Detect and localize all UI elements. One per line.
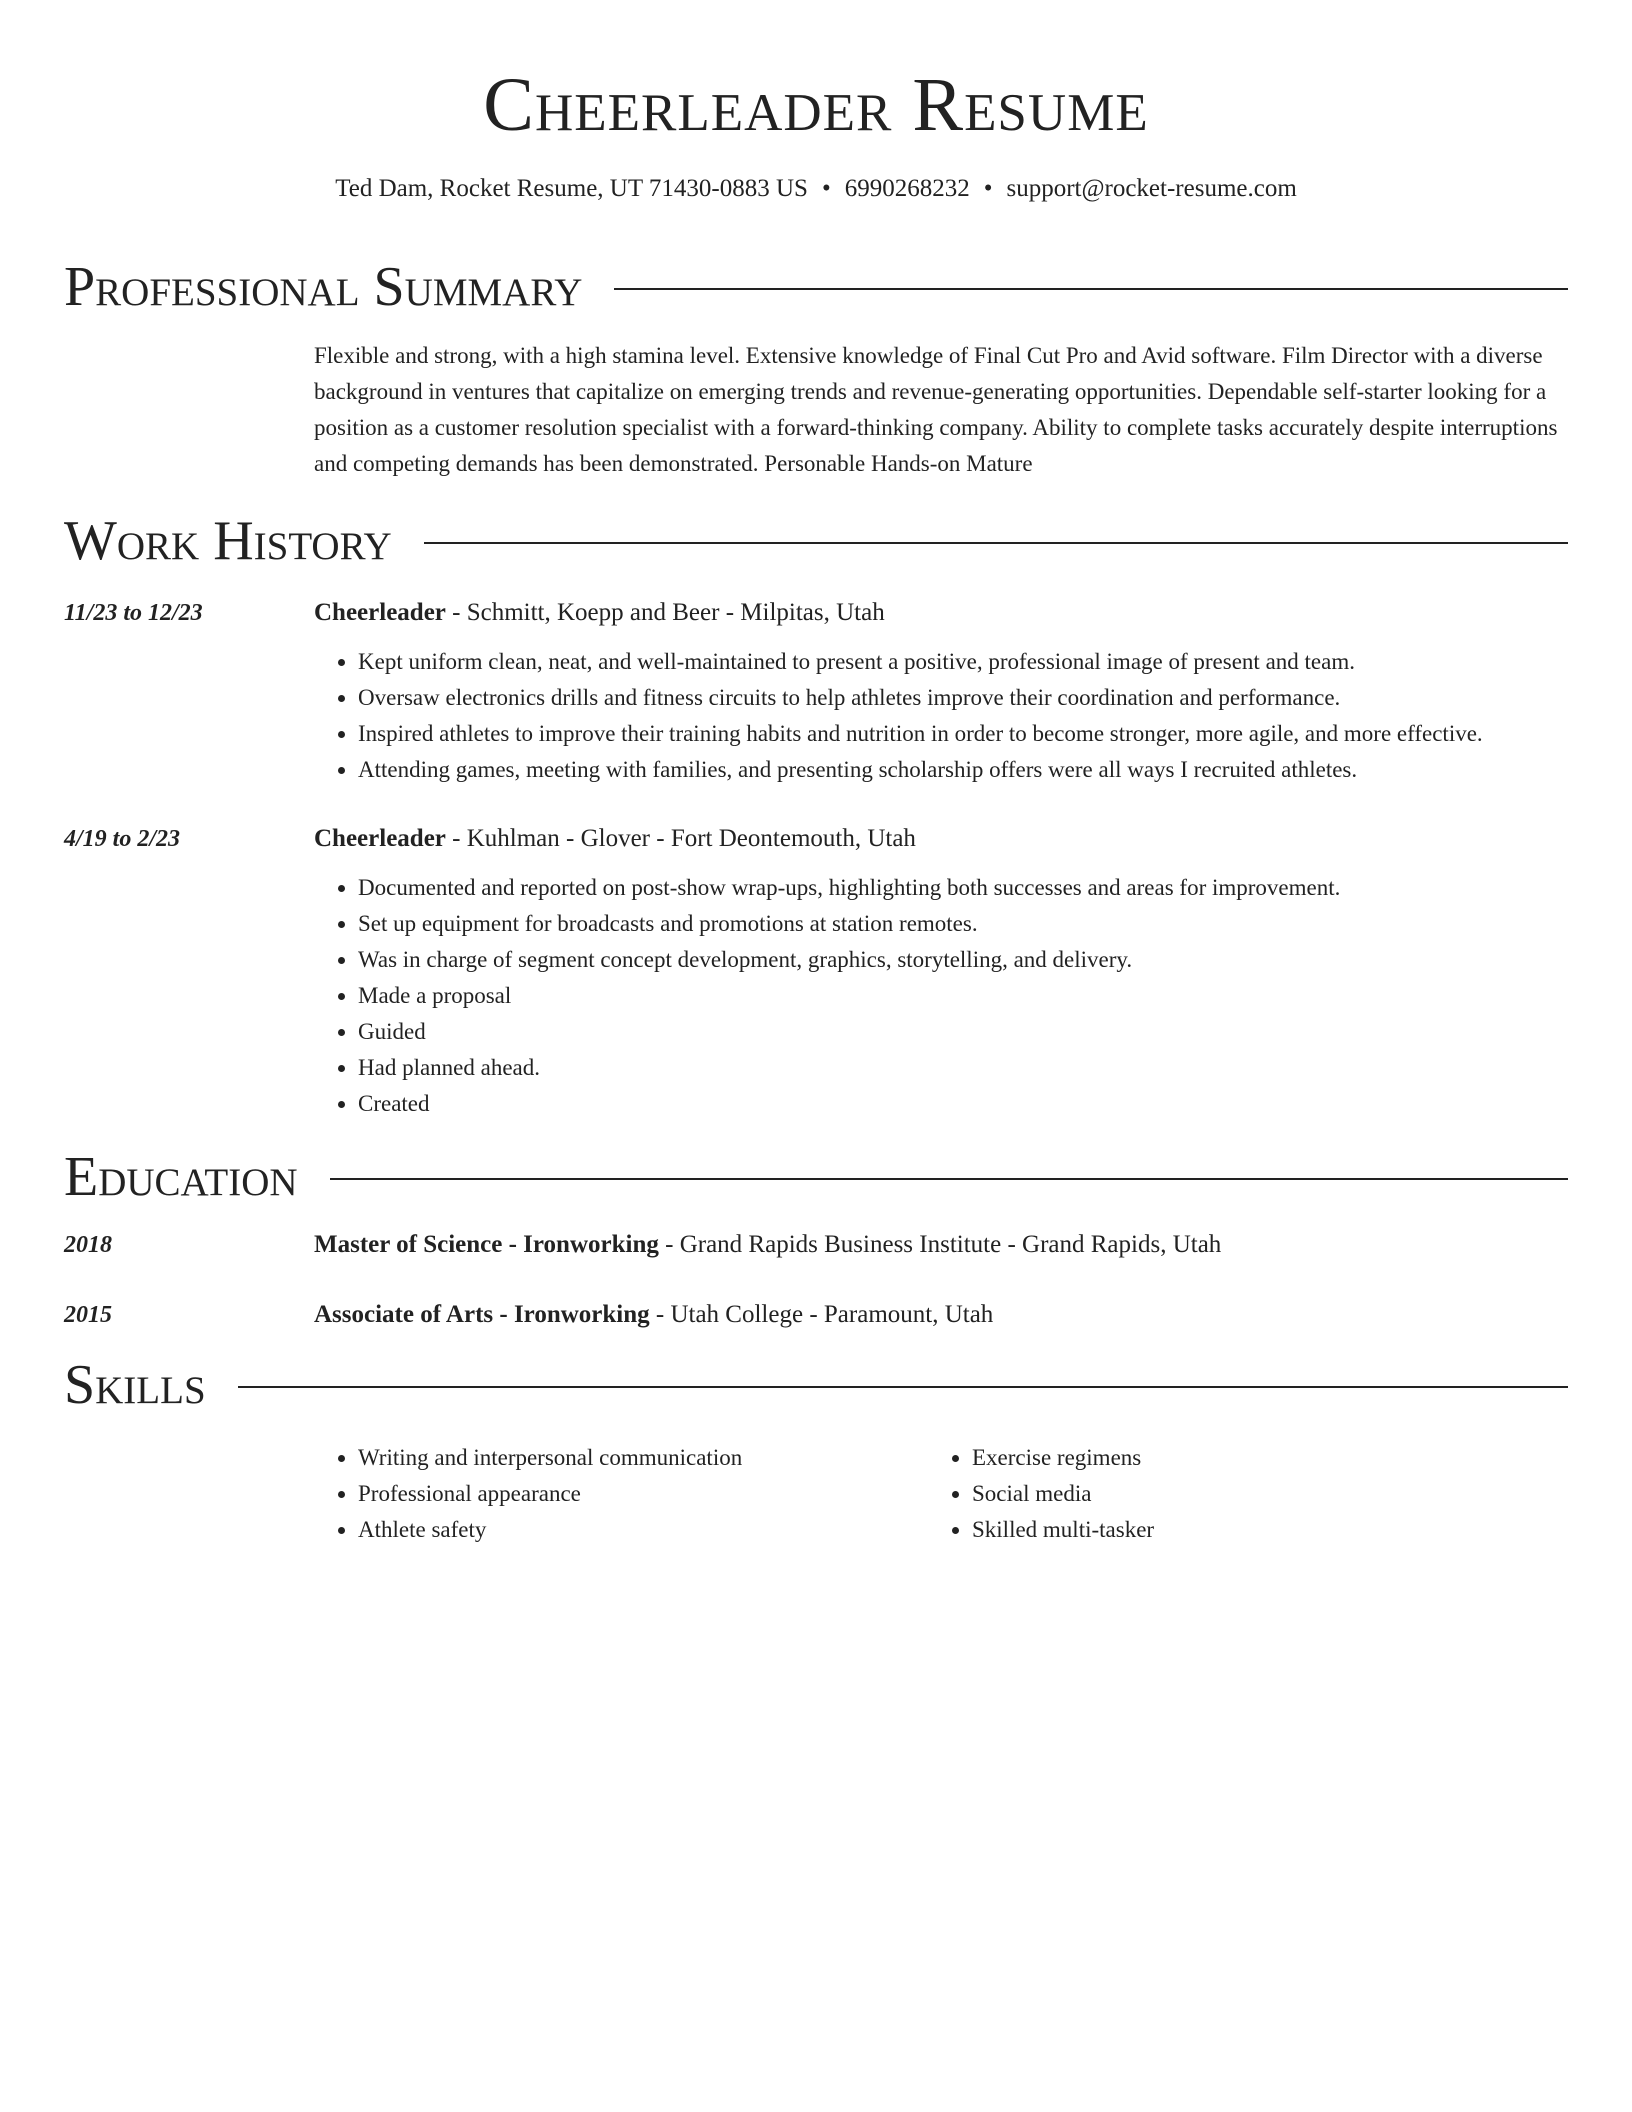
job-bullet: • Documented and reported on post-show wrap-ups, highlighting both successes and areas for improvement.	[358, 870, 1568, 906]
education-year: 2018	[64, 1232, 112, 1258]
contact-phone: 6990268232	[844, 175, 970, 202]
skill-item: • Professional appearance	[358, 1476, 928, 1512]
job-entry	[64, 596, 1568, 788]
contact-email: support@rocket-resume.com	[1006, 175, 1297, 202]
education-degree: Associate of Arts - Ironworking	[314, 1301, 650, 1328]
job-bullets	[314, 644, 1568, 788]
education-year: 2015	[64, 1302, 112, 1328]
job-bullets	[314, 870, 1568, 1122]
job-details: - Schmitt, Koepp and Beer - Milpitas, Utah	[445, 599, 885, 626]
job-heading	[314, 822, 1568, 856]
summary-text: Flexible and strong, with a high stamina level. Extensive knowledge of Final Cut Pro and Avid software. Film Director with a diverse background in ventures that capitalize on emerging trends and revenue-generating opportunities. Dependable self-starter looking for a position as a customer resolution specialist with a forward-thinking company. Ability to complete tasks accurately despite interruptions and competing demands has been demonstrated. Personable Hands-on Mature	[314, 343, 1558, 476]
job-bullet: • Was in charge of segment concept development, graphics, storytelling, and delivery.	[358, 942, 1568, 978]
job-bullet: • Created	[358, 1086, 1568, 1122]
section-divider	[330, 1178, 1568, 1180]
job-bullet: • Guided	[358, 1014, 1568, 1050]
education-details: - Grand Rapids Business Institute - Grand Rapids, Utah	[658, 1231, 1222, 1258]
skill-item: • Writing and interpersonal communication	[358, 1440, 928, 1476]
job-bullet: • Set up equipment for broadcasts and promotions at station remotes.	[358, 906, 1568, 942]
job-dates: 4/19 to 2/23	[64, 826, 181, 852]
summary-section-header	[64, 256, 1568, 318]
job-details: - Kuhlman - Glover - Fort Deontemouth, Utah	[445, 825, 916, 852]
job-title: Cheerleader	[314, 599, 446, 626]
education-degree: Master of Science - Ironworking	[314, 1231, 659, 1258]
skills-heading: Skills	[64, 1354, 206, 1416]
skills-list-left	[314, 1440, 928, 1548]
job-bullet: • Made a proposal	[358, 978, 1568, 1014]
skill-item: • Social media	[972, 1476, 1472, 1512]
work-heading: Work History	[64, 510, 392, 572]
job-bullet: • Had planned ahead.	[358, 1050, 1568, 1086]
job-bullet: • Inspired athletes to improve their training habits and nutrition in order to become stronger, more agile, and more effective.	[358, 716, 1568, 752]
skills-section-header	[64, 1354, 1568, 1416]
job-heading	[314, 596, 1568, 630]
skill-item: • Athlete safety	[358, 1512, 928, 1548]
work-section-header	[64, 510, 1568, 572]
contact-separator: •	[983, 175, 993, 202]
job-dates: 11/23 to 12/23	[64, 600, 203, 626]
resume-page	[64, 0, 1568, 1548]
section-divider	[614, 288, 1568, 290]
section-divider	[238, 1386, 1568, 1388]
summary-heading: Professional Summary	[64, 256, 583, 318]
education-entry	[64, 1228, 1568, 1262]
section-divider	[424, 542, 1568, 544]
skills-columns	[314, 1430, 1568, 1548]
job-content	[314, 596, 1568, 788]
skills-list-right	[928, 1440, 1472, 1548]
education-entry	[64, 1298, 1568, 1332]
education-details: - Utah College - Paramount, Utah	[649, 1301, 994, 1328]
job-title: Cheerleader	[314, 825, 446, 852]
resume-title: Cheerleader Resume	[483, 63, 1149, 147]
job-bullet: • Kept uniform clean, neat, and well-maintained to present a positive, professional image of present and team.	[358, 644, 1568, 680]
education-section-header	[64, 1146, 1568, 1208]
job-entry	[64, 822, 1568, 1122]
job-bullet: • Attending games, meeting with families, and presenting scholarship offers were all ways I recruited athletes.	[358, 752, 1568, 788]
education-heading: Education	[64, 1146, 298, 1208]
job-content	[314, 822, 1568, 1122]
contact-line	[64, 172, 1568, 206]
education-content	[314, 1298, 1568, 1332]
skill-item: • Skilled multi-tasker	[972, 1512, 1472, 1548]
contact-separator: •	[821, 175, 831, 202]
education-content	[314, 1228, 1568, 1262]
job-bullet: • Oversaw electronics drills and fitness circuits to help athletes improve their coordination and performance.	[358, 680, 1568, 716]
contact-address: Ted Dam, Rocket Resume, UT 71430-0883 US	[335, 175, 808, 202]
skill-item: • Exercise regimens	[972, 1440, 1472, 1476]
